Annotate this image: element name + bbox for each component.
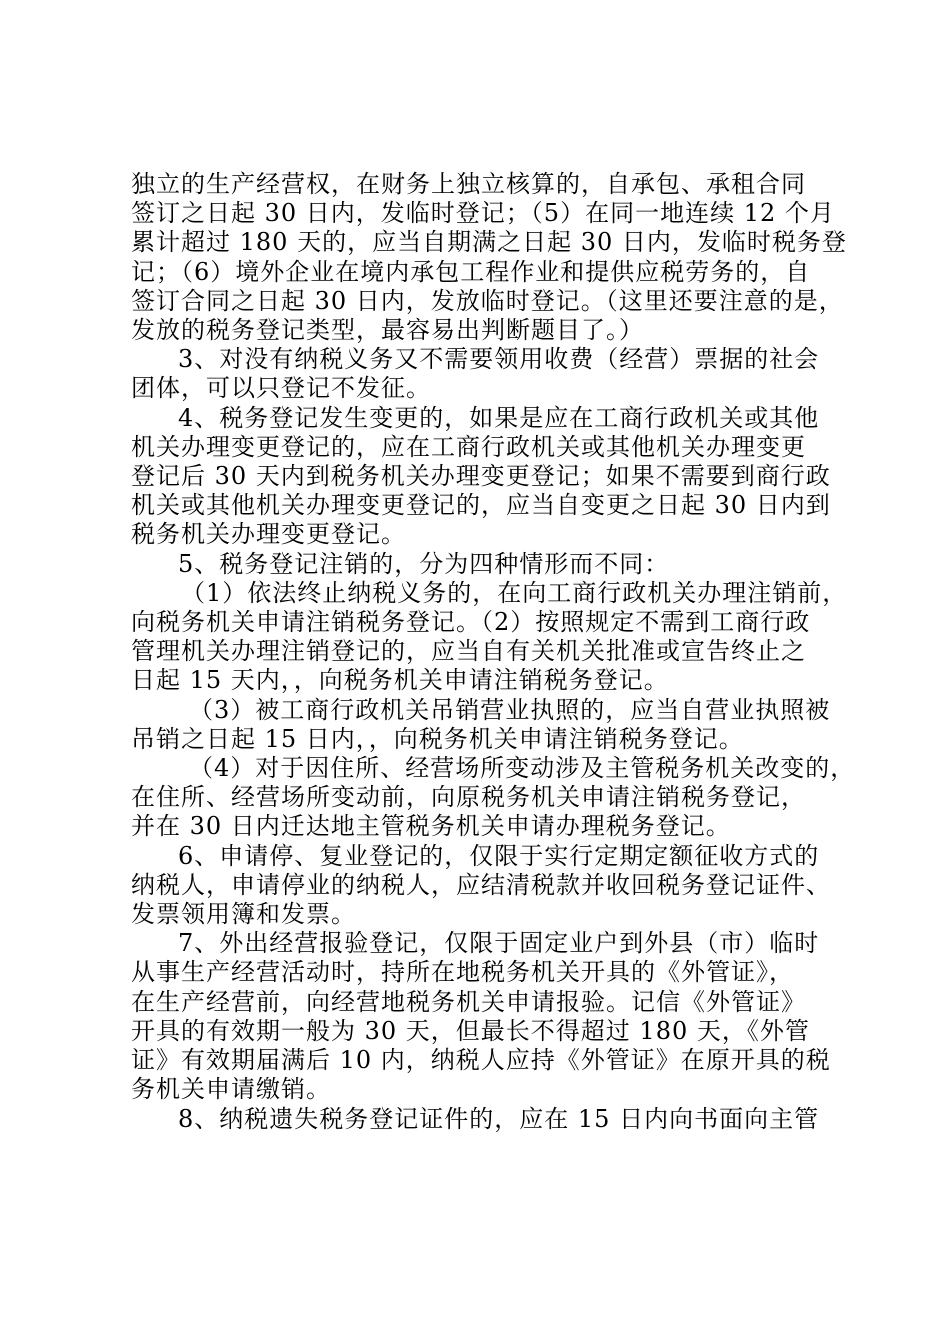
paragraph-3-start: 3、对没有纳税义务又不需要领用收费（经营）票据的社会 (178, 345, 820, 374)
sub-item-3-start: （3）被工商行政机关吊销营业执照的，应当自营业执照被 (189, 695, 831, 724)
text-line: 机关办理变更登记的，应在工商行政机关或其他机关办理变更 (131, 432, 806, 461)
text-line: 记；（6）境外企业在境内承包工程作业和提供应税劳务的，自 (131, 257, 811, 286)
text-line: 在住所、经营场所变动前，向原税务机关申请注销税务登记， (131, 783, 806, 812)
text-line: 发票领用簿和发票。 (131, 900, 356, 929)
text-line: 证》有效期届满后 10 内，纳税人应持《外管证》在原开具的税 (131, 1046, 831, 1075)
text-line: 日起 15 天内，，向税务机关申请注销税务登记。 (131, 666, 669, 695)
text-line: 机关或其他机关办理变更登记的，应当自变更之日起 30 日内到 (131, 491, 831, 520)
text-line: 纳税人，申请停业的纳税人，应结清税款并收回税务登记证件、 (131, 870, 831, 899)
text-line: 税务机关办理变更登记。 (131, 520, 406, 549)
text-line: 向税务机关申请注销税务登记。（2）按照规定不需到工商行政 (131, 608, 811, 637)
text-line: 并在 30 日内迁达地主管税务机关申请办理税务登记。 (131, 812, 731, 841)
sub-item-4-start: （4）对于因住所、经营场所变动涉及主管税务机关改变的， (189, 754, 856, 783)
paragraph-5-start: 5、税务登记注销的，分为四种情形而不同： (178, 549, 670, 578)
text-line: 登记后 30 天内到税务机关办理变更登记；如果不需要到商行政 (131, 462, 831, 491)
text-line: 管理机关办理注销登记的，应当自有关机关批准或宣告终止之 (131, 637, 806, 666)
text-line: 累计超过 180 天的，应当自期满之日起 30 日内，发临时税务登 (131, 228, 847, 257)
paragraph-6-start: 6、申请停、复业登记的，仅限于实行定期定额征收方式的 (178, 841, 820, 870)
text-line: 在生产经营前，向经营地税务机关申请报验。记信《外管证》 (131, 987, 806, 1016)
text-line: 独立的生产经营权，在财务上独立核算的，自承包、承租合同 (131, 170, 806, 198)
text-line: 团体，可以只登记不发征。 (131, 374, 431, 403)
paragraph-7-start: 7、外出经营报验登记，仅限于固定业户到外县（市）临时 (178, 929, 820, 958)
text-line: 签订合同之日起 30 日内，发放临时登记。（这里还要注意的是， (131, 286, 844, 315)
paragraph-4-start: 4、税务登记发生变更的，如果是应在工商行政机关或其他 (178, 403, 820, 432)
paragraph-8-start: 8、纳税遗失税务登记证件的，应在 15 日内向书面向主管 (178, 1104, 820, 1133)
text-line: 务机关申请缴销。 (131, 1075, 331, 1104)
text-line: 从事生产经营活动时，持所在地税务机关开具的《外管证》， (131, 958, 794, 987)
document-body (131, 170, 856, 1134)
text-line: 开具的有效期一般为 30 天，但最长不得超过 180 天，《外管 (131, 1016, 810, 1045)
text-line: 吊销之日起 15 日内，，向税务机关申请注销税务登记。 (131, 724, 744, 753)
sub-item-1-start: （1）依法终止纳税义务的，在向工商行政机关办理注销前， (181, 578, 848, 607)
text-line: 签订之日起 30 日内，发临时登记；（5）在同一地连续 12 个月 (131, 199, 835, 228)
text-line: 发放的税务登记类型，最容易出判断题目了。） (131, 316, 644, 345)
